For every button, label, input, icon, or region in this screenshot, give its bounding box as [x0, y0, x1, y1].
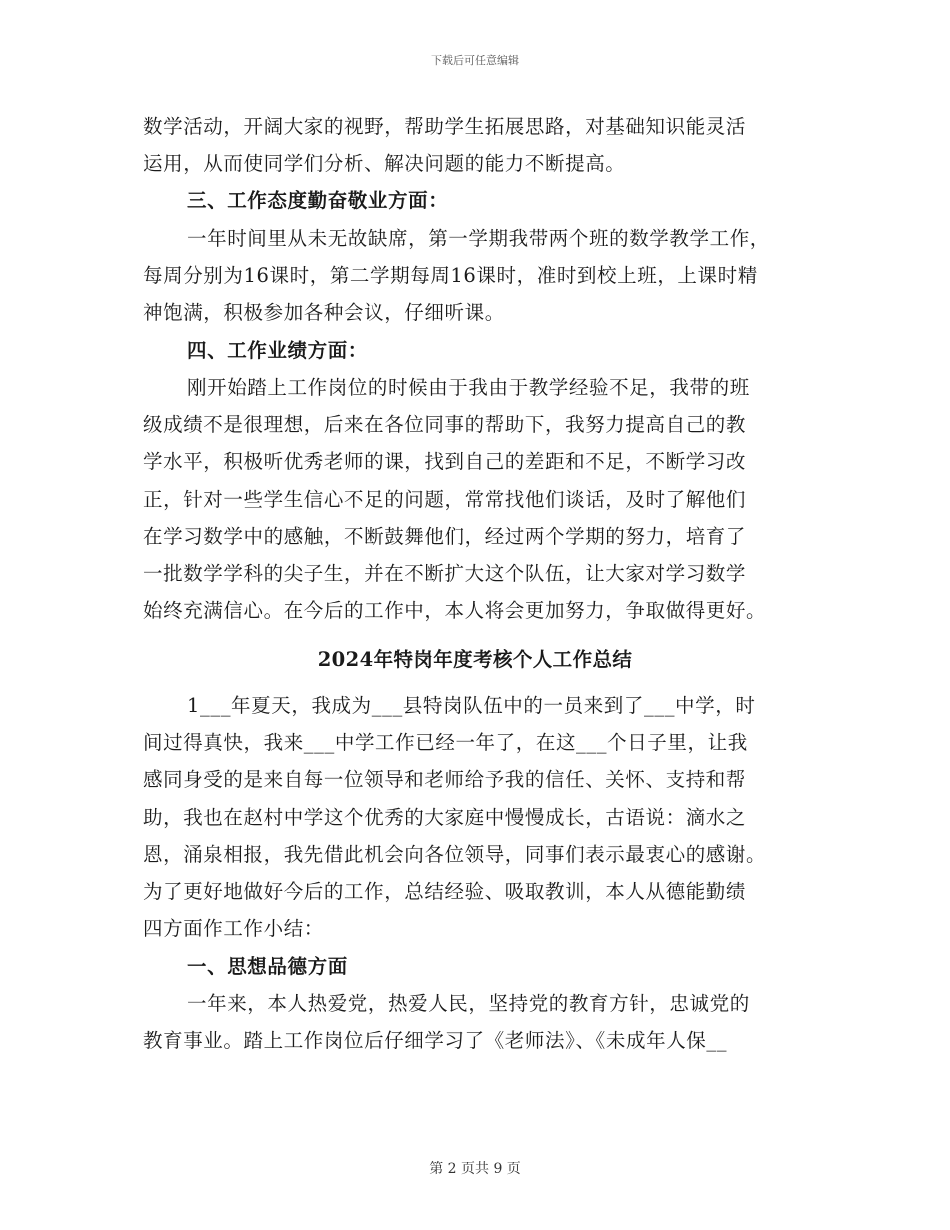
- paragraph-line: 四方面作工作小结：: [143, 917, 324, 940]
- section-heading: 四、工作业绩方面：: [187, 339, 368, 362]
- paragraph-line: 为了更好地做好今后的工作，总结经验、吸取教训，本人从德能勤绩: [143, 880, 747, 903]
- paragraph-line: 教育事业。踏上工作岗位后仔细学习了《老师法》、《未成年人保__: [143, 1029, 728, 1052]
- paragraph-line: 一年来，本人热爱党，热爱人民，坚持党的教育方针，忠诚党的: [187, 992, 750, 1015]
- page-header: 下载后可任意编辑: [431, 54, 519, 67]
- paragraph-line: 始终充满信心。在今后的工作中，本人将会更加努力，争取做得更好。: [143, 599, 767, 622]
- paragraph-line: 在学习数学中的感触，不断鼓舞他们，经过两个学期的努力，培育了: [143, 525, 747, 548]
- section-heading: 一、思想品德方面: [187, 955, 348, 978]
- paragraph-line: 一批数学学科的尖子生，并在不断扩大这个队伍，让大家对学习数学: [143, 562, 747, 585]
- paragraph-line: 正，针对一些学生信心不足的问题，常常找他们谈话，及时了解他们: [143, 488, 747, 511]
- paragraph-line: 运用，从而使同学们分析、解决问题的能力不断提高。: [143, 152, 626, 175]
- paragraph-line: 恩，涌泉相报，我先借此机会向各位领导，同事们表示最衷心的感谢。: [143, 843, 767, 866]
- document-title: 2024年特岗年度考核个人工作总结: [317, 648, 633, 671]
- paragraph-line: 助，我也在赵村中学这个优秀的大家庭中慢慢成长，古语说：滴水之: [143, 806, 747, 829]
- paragraph-line: 数学活动，开阔大家的视野，帮助学生拓展思路，对基础知识能灵活: [143, 115, 747, 138]
- paragraph-line: 一年时间里从未无故缺席，第一学期我带两个班的数学教学工作，: [187, 227, 770, 250]
- paragraph-line: 间过得真快，我来___中学工作已经一年了，在这___个日子里，让我: [143, 731, 748, 754]
- paragraph-line: 1___年夏天，我成为___县特岗队伍中的一员来到了___中学，时: [187, 694, 756, 717]
- paragraph-line: 神饱满，积极参加各种会议，仔细听课。: [143, 301, 505, 324]
- paragraph-line: 刚开始踏上工作岗位的时候由于我由于教学经验不足，我带的班: [187, 376, 750, 399]
- paragraph-line: 级成绩不是很理想，后来在各位同事的帮助下，我努力提高自己的教: [143, 413, 747, 436]
- section-heading: 三、工作态度勤奋敬业方面：: [187, 189, 449, 212]
- paragraph-line: 每周分别为16课时，第二学期每周16课时，准时到校上班，上课时精: [143, 264, 758, 287]
- page-footer: 第 2 页共 9 页: [429, 1161, 521, 1177]
- paragraph-line: 感同身受的是来自每一位领导和老师给予我的信任、关怀、支持和帮: [143, 768, 747, 791]
- paragraph-line: 学水平，积极听优秀老师的课，找到自己的差距和不足，不断学习改: [143, 450, 747, 473]
